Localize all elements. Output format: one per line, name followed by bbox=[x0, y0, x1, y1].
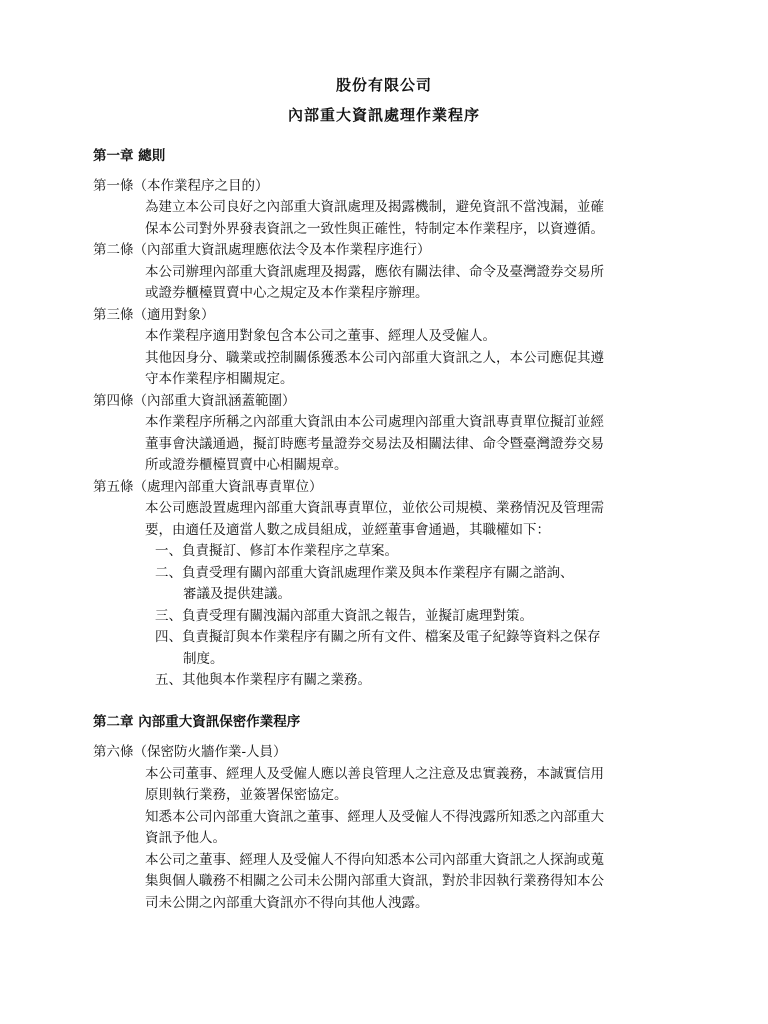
article-3-line-2: 其他因身分、職業或控制關係獲悉本公司內部重大資訊之人，本公司應促其遵 bbox=[145, 350, 604, 366]
article-4-line-3: 所或證券櫃檯買賣中心相關規章。 bbox=[145, 457, 348, 473]
article-5-item-4-cont: 制度。 bbox=[183, 651, 224, 667]
article-5-item-2: 二、負責受理有關內部重大資訊處理作業及與本作業程序有關之諮詢、 bbox=[155, 565, 574, 581]
company-name: 股份有限公司 bbox=[335, 76, 432, 94]
article-2-heading: 第二條（內部重大資訊處理應依法令及本作業程序進行） bbox=[93, 242, 431, 258]
article-6-line-2: 原則執行業務，並簽署保密協定。 bbox=[145, 787, 348, 803]
article-6-line-4: 資訊予他人。 bbox=[145, 830, 226, 846]
article-5-item-2-cont: 審議及提供建議。 bbox=[183, 586, 291, 602]
article-6-line-1: 本公司董事、經理人及受僱人應以善良管理人之注意及忠實義務，本誠實信用 bbox=[145, 766, 604, 782]
article-1-line-2: 保本公司對外界發表資訊之一致性與正確性，特制定本作業程序，以資遵循。 bbox=[145, 221, 604, 237]
article-5-item-5: 五、其他與本作業程序有關之業務。 bbox=[155, 672, 371, 688]
article-3-heading: 第三條（適用對象） bbox=[93, 307, 215, 323]
article-5-item-4: 四、負責擬訂與本作業程序有關之所有文件、檔案及電子紀錄等資料之保存 bbox=[155, 629, 601, 645]
chapter-1-title: 第一章 總則 bbox=[93, 148, 166, 164]
article-2-line-1: 本公司辦理內部重大資訊處理及揭露，應依有關法律、命令及臺灣證券交易所 bbox=[145, 264, 604, 280]
article-6-line-7: 司未公開之內部重大資訊亦不得向其他人洩露。 bbox=[145, 895, 429, 911]
article-5-line-1: 本公司應設置處理內部重大資訊專責單位，並依公司規模、業務情況及管理需 bbox=[145, 500, 604, 516]
article-2-line-2: 或證券櫃檯買賣中心之規定及本作業程序辦理。 bbox=[145, 285, 429, 301]
article-6-line-5: 本公司之董事、經理人及受僱人不得向知悉本公司內部重大資訊之人探詢或蒐 bbox=[145, 852, 604, 868]
article-5-item-3: 三、負責受理有關洩漏內部重大資訊之報告，並擬訂處理對策。 bbox=[155, 608, 533, 624]
article-4-line-2: 董事會決議通過，擬訂時應考量證券交易法及相關法律、命令暨臺灣證券交易 bbox=[145, 436, 604, 452]
article-6-heading: 第六條（保密防火牆作業-人員） bbox=[93, 744, 287, 760]
article-4-line-1: 本作業程序所稱之內部重大資訊由本公司處理內部重大資訊專責單位擬訂並經 bbox=[145, 414, 604, 430]
article-1-heading: 第一條（本作業程序之目的） bbox=[93, 178, 269, 194]
article-4-heading: 第四條（內部重大資訊涵蓋範圍） bbox=[93, 393, 296, 409]
article-5-item-1: 一、負責擬訂、修訂本作業程序之草案。 bbox=[155, 543, 398, 559]
article-1-line-1: 為建立本公司良好之內部重大資訊處理及揭露機制，避免資訊不當洩漏，並確 bbox=[145, 199, 604, 215]
article-5-line-2: 要，由適任及適當人數之成員組成，並經董事會通過，其職權如下： bbox=[145, 522, 550, 538]
document-title: 內部重大資訊處理作業程序 bbox=[287, 106, 480, 124]
article-5-heading: 第五條（處理內部重大資訊專責單位） bbox=[93, 479, 323, 495]
article-3-line-3: 守本作業程序相關規定。 bbox=[145, 371, 294, 387]
article-3-line-1: 本作業程序適用對象包含本公司之董事、經理人及受僱人。 bbox=[145, 328, 496, 344]
article-6-line-3: 知悉本公司內部重大資訊之董事、經理人及受僱人不得洩露所知悉之內部重大 bbox=[145, 809, 604, 825]
chapter-2-title: 第二章 內部重大資訊保密作業程序 bbox=[93, 714, 301, 730]
article-6-line-6: 集與個人職務不相關之公司未公開內部重大資訊，對於非因執行業務得知本公 bbox=[145, 873, 604, 889]
